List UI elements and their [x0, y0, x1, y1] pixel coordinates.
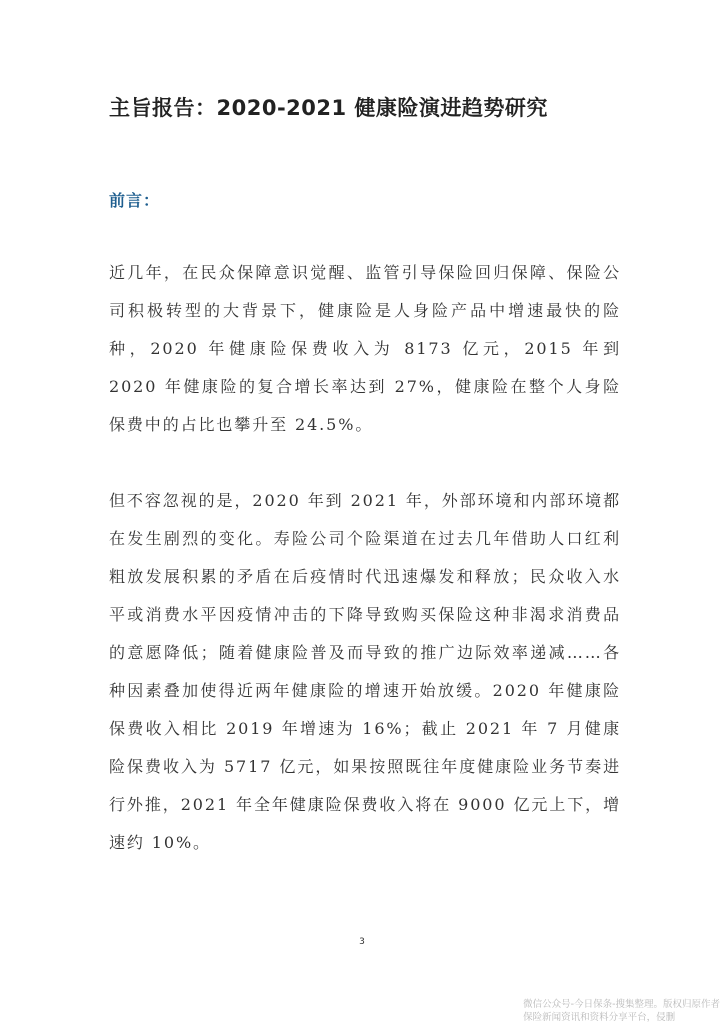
report-title: 主旨报告：2020-2021 健康险演进趋势研究 — [109, 96, 548, 120]
watermark-line-1: 微信公众号-今日保条-搜集整理。版权归原作者 — [523, 999, 720, 1010]
paragraph-trends: 但不容忽视的是，2020 年到 2021 年，外部环境和内部环境都在发生剧烈的变化。寿险公司个险渠道在过去几年借助人口红利粗放发展积累的矛盾在后疫情时代迅速爆发和释放；民众收入水平或消费水平因疫情冲击的下降导致购买保险这种非渴求消费品的意愿降低；随着健康险普及而导致的推广边际效率递减……各种因素叠加使得近两年健康险的增速开始放缓。2020 年健康险保费收入相比 2019 年增速为 16%；截止 2021 年 7 月健康险保费收入为 5717 亿元，如果按照既往年度健康险业务节奏进行外推，2021 年全年健康险保费收入将在 9000 亿元上下，增速约 10%。 — [109, 491, 621, 852]
paragraph-intro: 近几年，在民众保障意识觉醒、监管引导保险回归保障、保险公司积极转型的大背景下，健康险是人身险产品中增速最快的险种，2020 年健康险保费收入为 8173 亿元，2015 年到 2020 年健康险的复合增长率达到 27%，健康险在整个人身险保费中的占比也攀升至 24.5%。 — [109, 263, 621, 434]
section-heading: 前言： — [109, 191, 161, 210]
page-number: 3 — [359, 937, 365, 947]
watermark — [523, 998, 720, 1024]
watermark-line-2: 保险新闻资讯和资料分享平台，侵删 — [523, 1012, 676, 1023]
